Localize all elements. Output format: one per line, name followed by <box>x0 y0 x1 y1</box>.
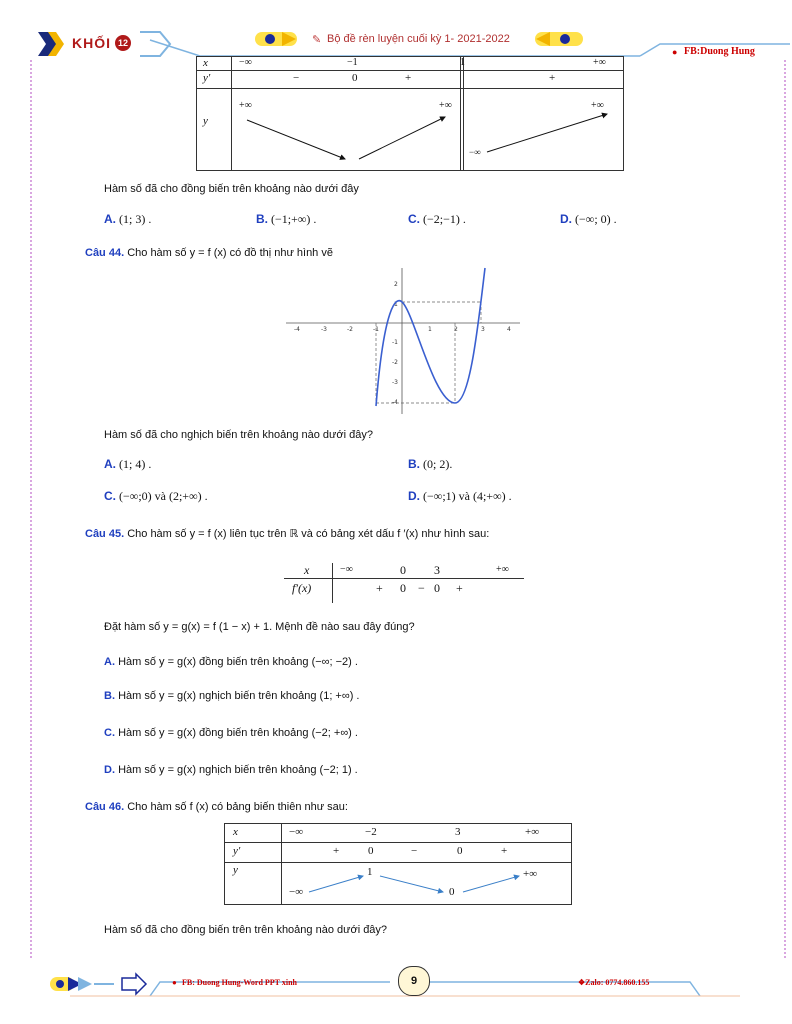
q44-prompt: Hàm số đã cho nghịch biến trên khoảng nào dưới đây? <box>104 429 373 441</box>
footer-bar <box>0 960 792 1010</box>
q46-x-val: −2 <box>365 826 377 838</box>
q44-option-a[interactable]: A. (1; 4) . <box>104 457 152 471</box>
q43-x-val: −1 <box>347 57 358 68</box>
q43-option-b[interactable]: B. (−1;+∞) . <box>256 212 317 226</box>
q43-option-a[interactable]: A. (1; 3) . <box>104 212 152 226</box>
q46-x-label: x <box>233 826 238 838</box>
y-tick-label: -4 <box>392 399 398 406</box>
q45-sign: − <box>418 581 425 595</box>
q45-sign: 0 <box>434 581 440 595</box>
q43-x-val: −∞ <box>239 57 252 68</box>
left-page-stripe <box>30 60 32 960</box>
x-tick-label: -2 <box>347 326 353 333</box>
x-tick-label: -1 <box>373 326 379 333</box>
q43-x-val: 1 <box>460 57 465 68</box>
pencil-icon: ✎ <box>312 34 322 46</box>
q43-yp-label: y' <box>203 72 211 84</box>
x-tick-label: 3 <box>481 326 485 333</box>
q45-x-val: −∞ <box>340 564 353 575</box>
q46-y-val: 0 <box>449 886 455 898</box>
q45-prompt: Đặt hàm số y = g(x) = f (1 − x) + 1. Mệnh đề nào sau đây đúng? <box>104 621 415 633</box>
footer-dot-icon: ● <box>172 978 177 987</box>
q46-y-val: −∞ <box>289 886 304 898</box>
q45-x-val: +∞ <box>496 564 509 575</box>
q46-sign: + <box>333 845 340 857</box>
q43-variation-table <box>196 56 624 171</box>
y-tick-label: -1 <box>392 339 398 346</box>
q45-fp-label: f′(x) <box>292 581 312 595</box>
y-tick-label: 2 <box>394 281 398 288</box>
q45-sign-table <box>284 563 524 603</box>
q46-prompt: Hàm số đã cho đồng biến trên trên khoảng nào dưới đây? <box>104 924 388 936</box>
q44-option-d[interactable]: D. (−∞;1) và (4;+∞) . <box>408 489 512 503</box>
right-page-stripe <box>784 60 786 960</box>
q45-option-b[interactable]: B. Hàm số y = g(x) nghịch biến trên khoảng (1; +∞) . <box>104 690 360 702</box>
q46-x-val: −∞ <box>289 826 304 838</box>
q45-option-c[interactable]: C. Hàm số y = g(x) đồng biến trên khoảng (−2; +∞) . <box>104 727 358 739</box>
q45-x-val: 0 <box>400 563 406 577</box>
x-tick-label: 2 <box>454 326 458 333</box>
q43-sign: 0 <box>352 72 358 84</box>
q46-arrows <box>225 824 571 904</box>
q43-y-val: +∞ <box>591 100 604 111</box>
x-tick-label: 4 <box>507 326 511 333</box>
page-number: 9 <box>398 966 430 996</box>
q46-sign: 0 <box>457 845 463 857</box>
q45-x-label: x <box>304 563 310 577</box>
q43-option-d[interactable]: D. (−∞; 0) . <box>560 212 617 226</box>
q45-x-val: 3 <box>434 563 440 577</box>
footer-decoration <box>0 960 792 1010</box>
q46-y-label: y <box>233 864 238 876</box>
q43-sign: + <box>549 72 556 84</box>
q46-variation-table <box>224 823 572 905</box>
q46-sign: − <box>411 845 418 857</box>
q46-x-val: +∞ <box>525 826 540 838</box>
q46-yp-label: y′ <box>233 845 241 857</box>
q44-option-b[interactable]: B. (0; 2). <box>408 457 453 471</box>
q46-stem: Câu 46. Cho hàm số f (x) có bảng biến thiên như sau: <box>85 801 348 813</box>
q45-sign: + <box>456 581 463 595</box>
footer-right-text: ❖Zalo: 0774.860.155 <box>578 978 650 987</box>
grade-label: KHỐI <box>72 35 111 51</box>
q44-stem: Câu 44. Cho hàm số y = f (x) có đồ thị như hình vẽ <box>85 247 333 259</box>
q43-x-label: x <box>203 57 208 69</box>
q43-option-c[interactable]: C. (−2;−1) . <box>408 212 466 226</box>
author-dot-icon: ● <box>672 47 678 57</box>
q46-y-val: +∞ <box>523 868 538 880</box>
q43-prompt: Hàm số đã cho đồng biến trên khoảng nào dưới đây <box>104 183 359 195</box>
q46-sign: 0 <box>368 845 374 857</box>
x-tick-label: 1 <box>428 326 432 333</box>
q43-x-val: +∞ <box>593 57 606 68</box>
q43-y-val: +∞ <box>239 100 252 111</box>
q45-option-a[interactable]: A. Hàm số y = g(x) đồng biến trên khoảng (−∞; −2) . <box>104 656 358 668</box>
y-tick-label: 1 <box>394 301 398 308</box>
grade-badge: 12 <box>115 35 131 51</box>
q44-option-c[interactable]: C. (−∞;0) và (2;+∞) . <box>104 489 208 503</box>
x-tick-label: -4 <box>294 326 300 333</box>
q43-y-label: y <box>203 115 208 127</box>
q46-x-val: 3 <box>455 826 461 838</box>
q43-arrows <box>197 57 623 170</box>
x-tick-label: -3 <box>321 326 327 333</box>
q46-sign: + <box>501 845 508 857</box>
q45-option-d[interactable]: D. Hàm số y = g(x) nghịch biến trên khoảng (−2; 1) . <box>104 764 358 776</box>
document-title: Bộ đề rèn luyện cuối kỳ 1- 2021-2022 <box>327 33 510 45</box>
q46-y-val: 1 <box>367 866 373 878</box>
y-tick-label: -3 <box>392 379 398 386</box>
y-tick-label: -2 <box>392 359 398 366</box>
author-tag: FB:Duong Hung <box>684 46 755 57</box>
q43-sign: + <box>405 72 412 84</box>
q45-sign: + <box>376 581 383 595</box>
q43-sign: − <box>293 72 300 84</box>
q44-graph <box>284 266 524 416</box>
q45-stem: Câu 45. Cho hàm số y = f (x) liên tục trên ℝ và có bảng xét dấu f ′(x) như hình sau: <box>85 528 490 540</box>
q43-y-val: −∞ <box>469 147 481 157</box>
q45-sign: 0 <box>400 581 406 595</box>
footer-left-text: FB: Duong Hung-Word PPT xinh <box>182 978 297 987</box>
q43-y-val: +∞ <box>439 100 452 111</box>
header-bar <box>0 0 792 60</box>
